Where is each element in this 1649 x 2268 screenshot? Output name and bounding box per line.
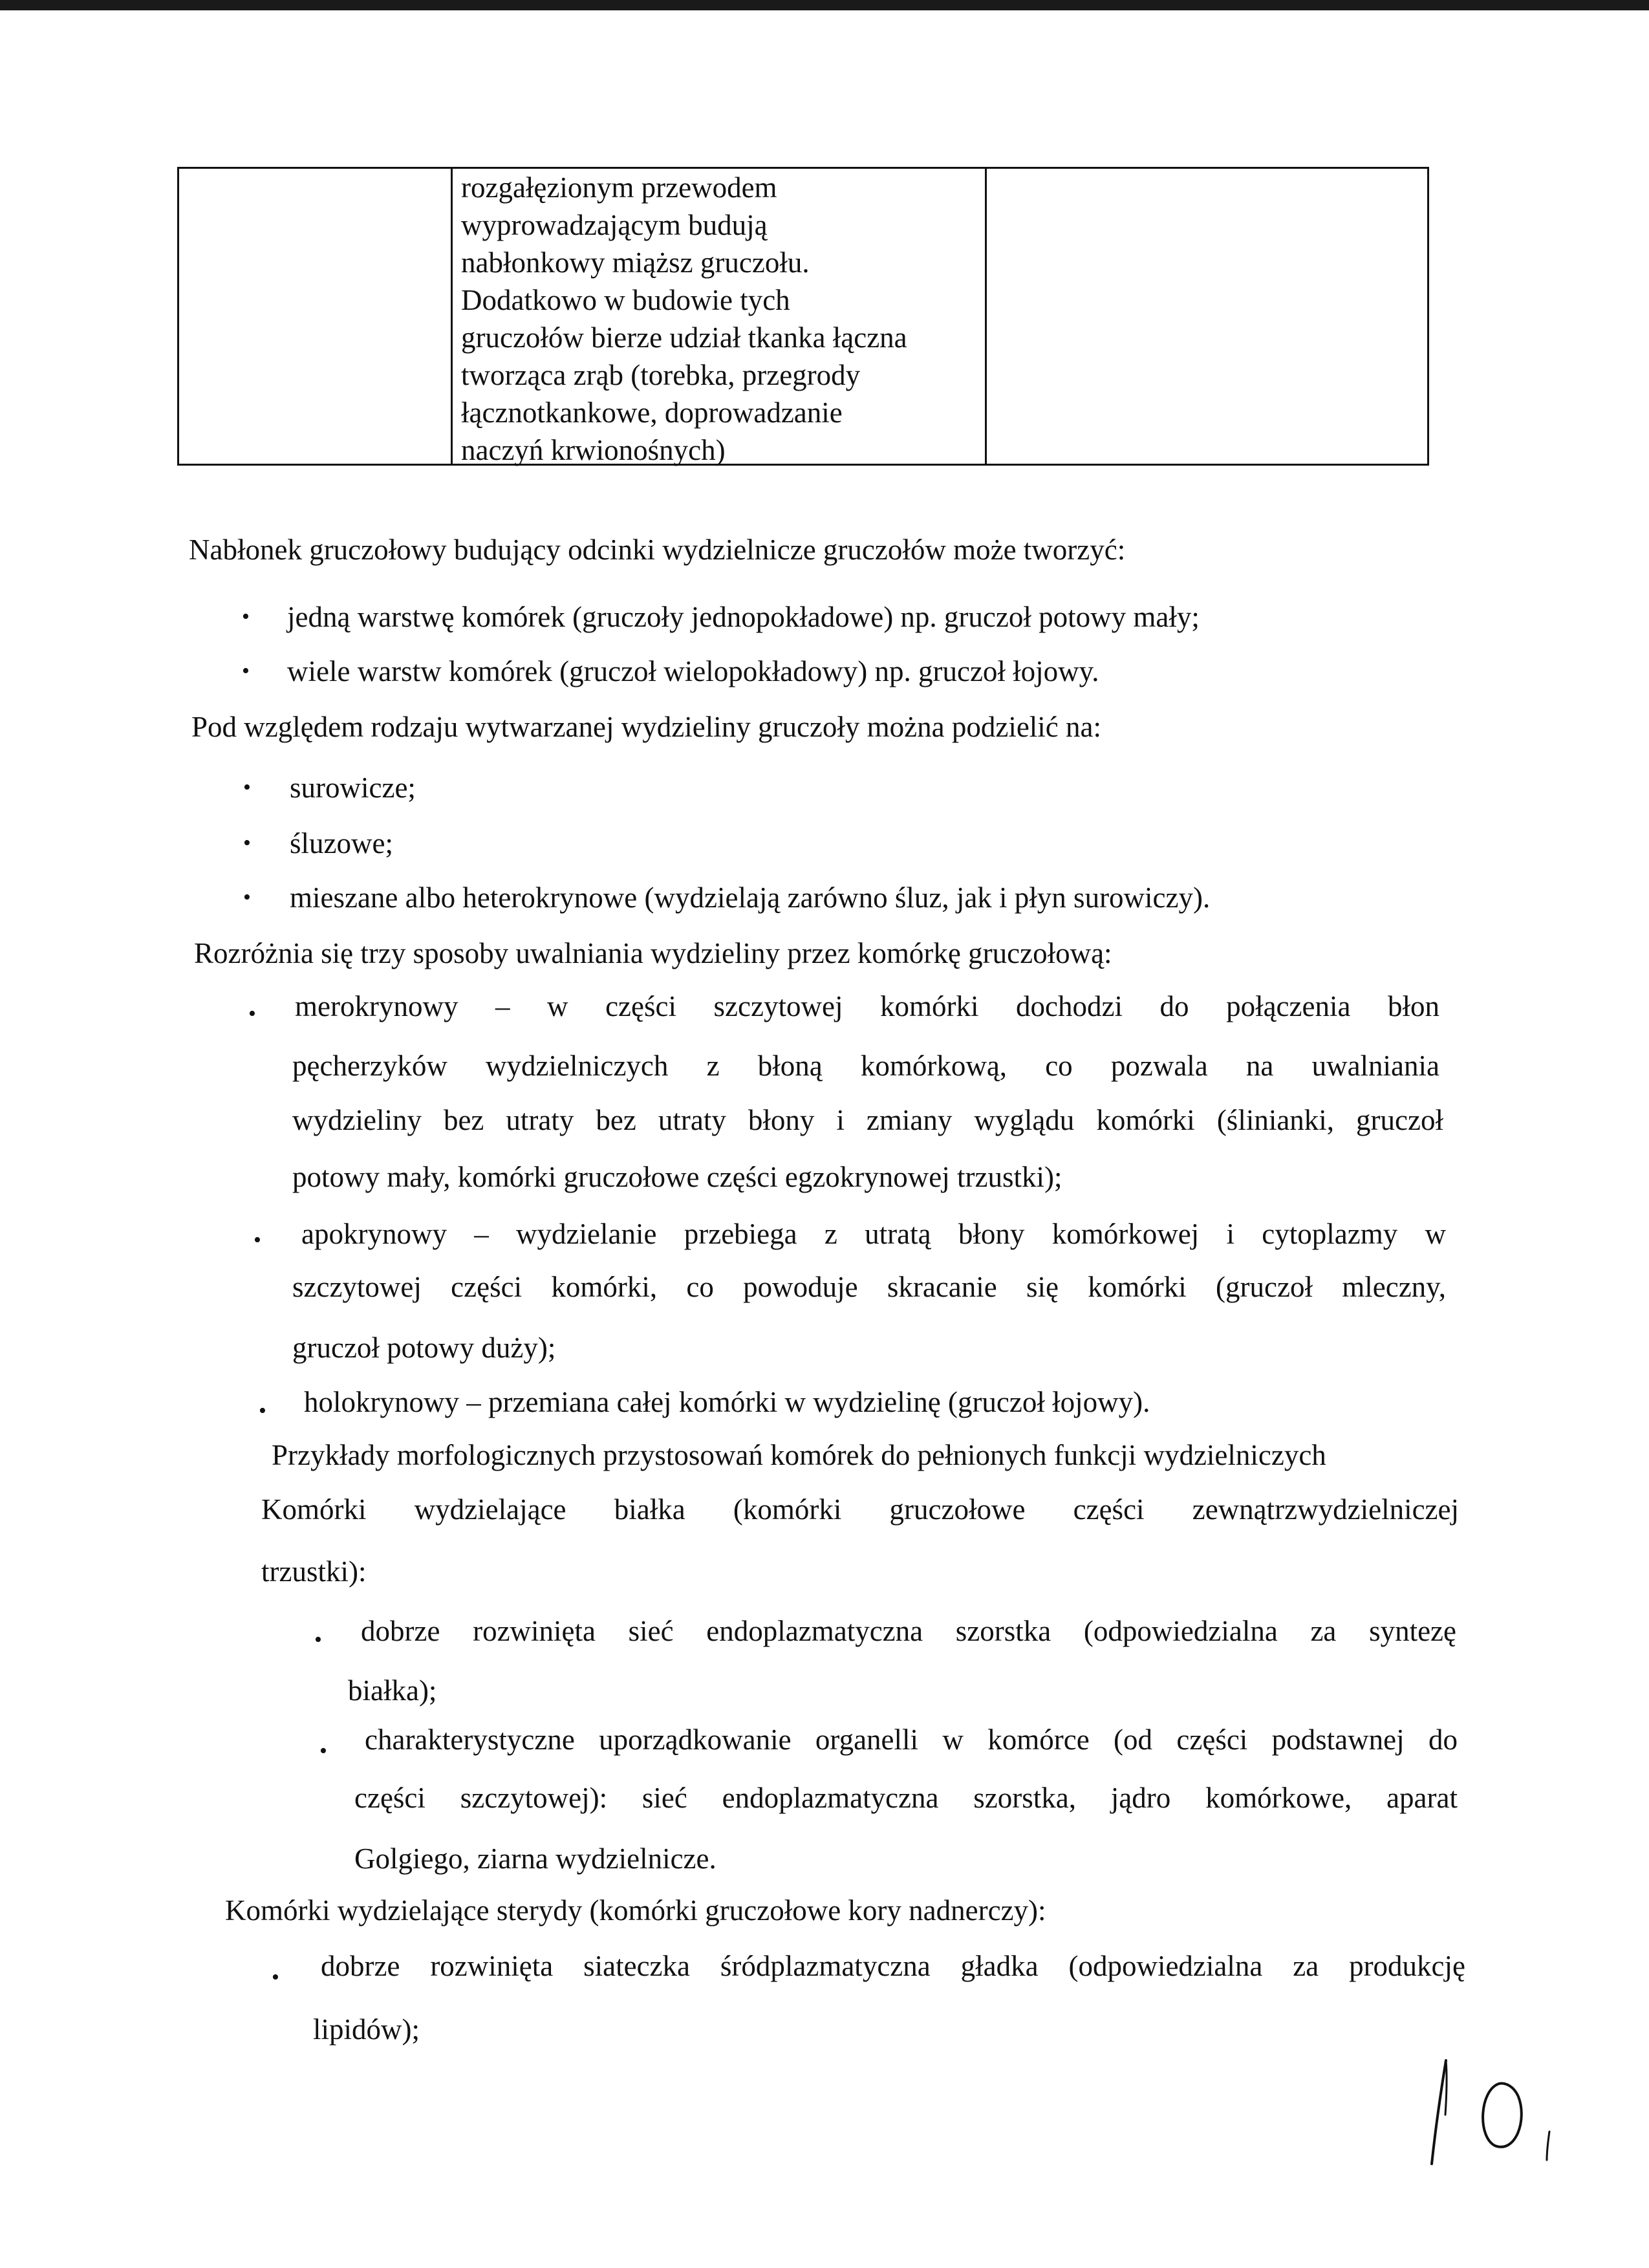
- list-item: holokrynowy – przemiana całej komórki w wydzielinę (gruczoł łojowy).: [304, 1386, 1150, 1418]
- list-item-line: potowy mały, komórki gruczołowe części egzokrynowej trzustki);: [292, 1161, 1062, 1193]
- list-item-line: dobrze rozwinięta sieć endoplazmatyczna szorstka (odpowiedzialna za syntezę: [361, 1615, 1456, 1647]
- paragraph-release-modes: Rozróżnia się trzy sposoby uwalniania wydzieliny przez komórkę gruczołową:: [194, 937, 1112, 969]
- table-cell-line: wyprowadzającym budują: [461, 209, 768, 241]
- list-item: śluzowe;: [290, 827, 393, 859]
- bullet-marker: •: [253, 1228, 261, 1252]
- list-item-line: szczytowej części komórki, co powoduje skracanie się komórki (gruczoł mleczny,: [292, 1271, 1446, 1303]
- list-item-line: dobrze rozwinięta siateczka śródplazmatyczna gładka (odpowiedzialna za produkcję: [321, 1950, 1465, 1982]
- paragraph-protein-cells: Komórki wydzielające białka (komórki gruczołowe części zewnątrzwydzielniczej: [261, 1493, 1459, 1526]
- list-item: jedną warstwę komórek (gruczoły jednopokładowe) np. gruczoł potowy mały;: [287, 601, 1200, 633]
- section-heading-examples: Przykłady morfologicznych przystosowań komórek do pełnionych funkcji wydzielniczych: [272, 1439, 1326, 1471]
- bullet-marker: •: [243, 775, 251, 799]
- paragraph-steroid-cells: Komórki wydzielające sterydy (komórki gruczołowe kory nadnerczy):: [225, 1894, 1046, 1927]
- paragraph-protein-cells: trzustki):: [261, 1555, 367, 1588]
- table-cell-line: rozgałęzionym przewodem: [461, 171, 777, 204]
- list-item-line: białka);: [348, 1674, 437, 1707]
- list-item-line: charakterystyczne uporządkowanie organelli w komórce (od części podstawnej do: [365, 1723, 1458, 1756]
- bullet-marker: •: [248, 1002, 256, 1026]
- bullet-marker: •: [243, 885, 251, 909]
- table-cell-line: Dodatkowo w budowie tych: [461, 284, 790, 316]
- list-item-line: apokrynowy – wydzielanie przebiega z utratą błony komórkowej i cytoplazmy w: [301, 1218, 1446, 1250]
- list-item-line: części szczytowej): sieć endoplazmatyczna szorstka, jądro komórkowe, aparat: [354, 1782, 1458, 1814]
- bullet-marker: •: [314, 1628, 322, 1652]
- paragraph-epithelium-intro: Nabłonek gruczołowy budujący odcinki wydzielnicze gruczołów może tworzyć:: [189, 534, 1126, 566]
- list-item-line: merokrynowy – w części szczytowej komórki dochodzi do połączenia błon: [295, 990, 1439, 1022]
- table-cell-line: naczyń krwionośnych): [461, 434, 726, 466]
- table-cell-line: nabłonkowy miąższ gruczołu.: [461, 246, 810, 279]
- list-item: surowicze;: [290, 772, 416, 804]
- handwritten-page-number: [1410, 2057, 1578, 2166]
- list-item-line: pęcherzyków wydzielniczych z błoną komórkową, co pozwala na uwalniania: [292, 1050, 1439, 1082]
- bullet-marker: •: [242, 605, 250, 629]
- table-middle-cell: [461, 169, 978, 469]
- list-item-line: lipidów);: [313, 2013, 420, 2046]
- paragraph-secretion-types: Pod względem rodzaju wytwarzanej wydzieliny gruczoły można podzielić na:: [191, 711, 1101, 743]
- table-column-divider: [451, 169, 453, 464]
- table-column-divider: [985, 169, 987, 464]
- bullet-marker: •: [319, 1739, 327, 1763]
- bullet-marker: •: [242, 659, 250, 683]
- bullet-marker: •: [243, 831, 251, 855]
- list-item-line: Golgiego, ziarna wydzielnicze.: [354, 1842, 717, 1875]
- table-cell-line: łącznotkankowe, doprowadzanie: [461, 396, 843, 429]
- table-cell-line: gruczołów bierze udział tkanka łączna: [461, 321, 907, 354]
- table-cell-line: tworząca zrąb (torebka, przegrody: [461, 359, 861, 391]
- table-fragment: [177, 167, 1429, 466]
- list-item: wiele warstw komórek (gruczoł wielopokładowy) np. gruczoł łojowy.: [287, 655, 1099, 687]
- bullet-marker: •: [259, 1399, 266, 1423]
- list-item-line: wydzieliny bez utraty bez utraty błony i zmiany wyglądu komórki (ślinianki, gruczoł: [292, 1104, 1443, 1136]
- list-item-line: gruczoł potowy duży);: [292, 1332, 556, 1364]
- bullet-marker: •: [272, 1965, 279, 1989]
- list-item: mieszane albo heterokrynowe (wydzielają zarówno śluz, jak i płyn surowiczy).: [290, 881, 1211, 914]
